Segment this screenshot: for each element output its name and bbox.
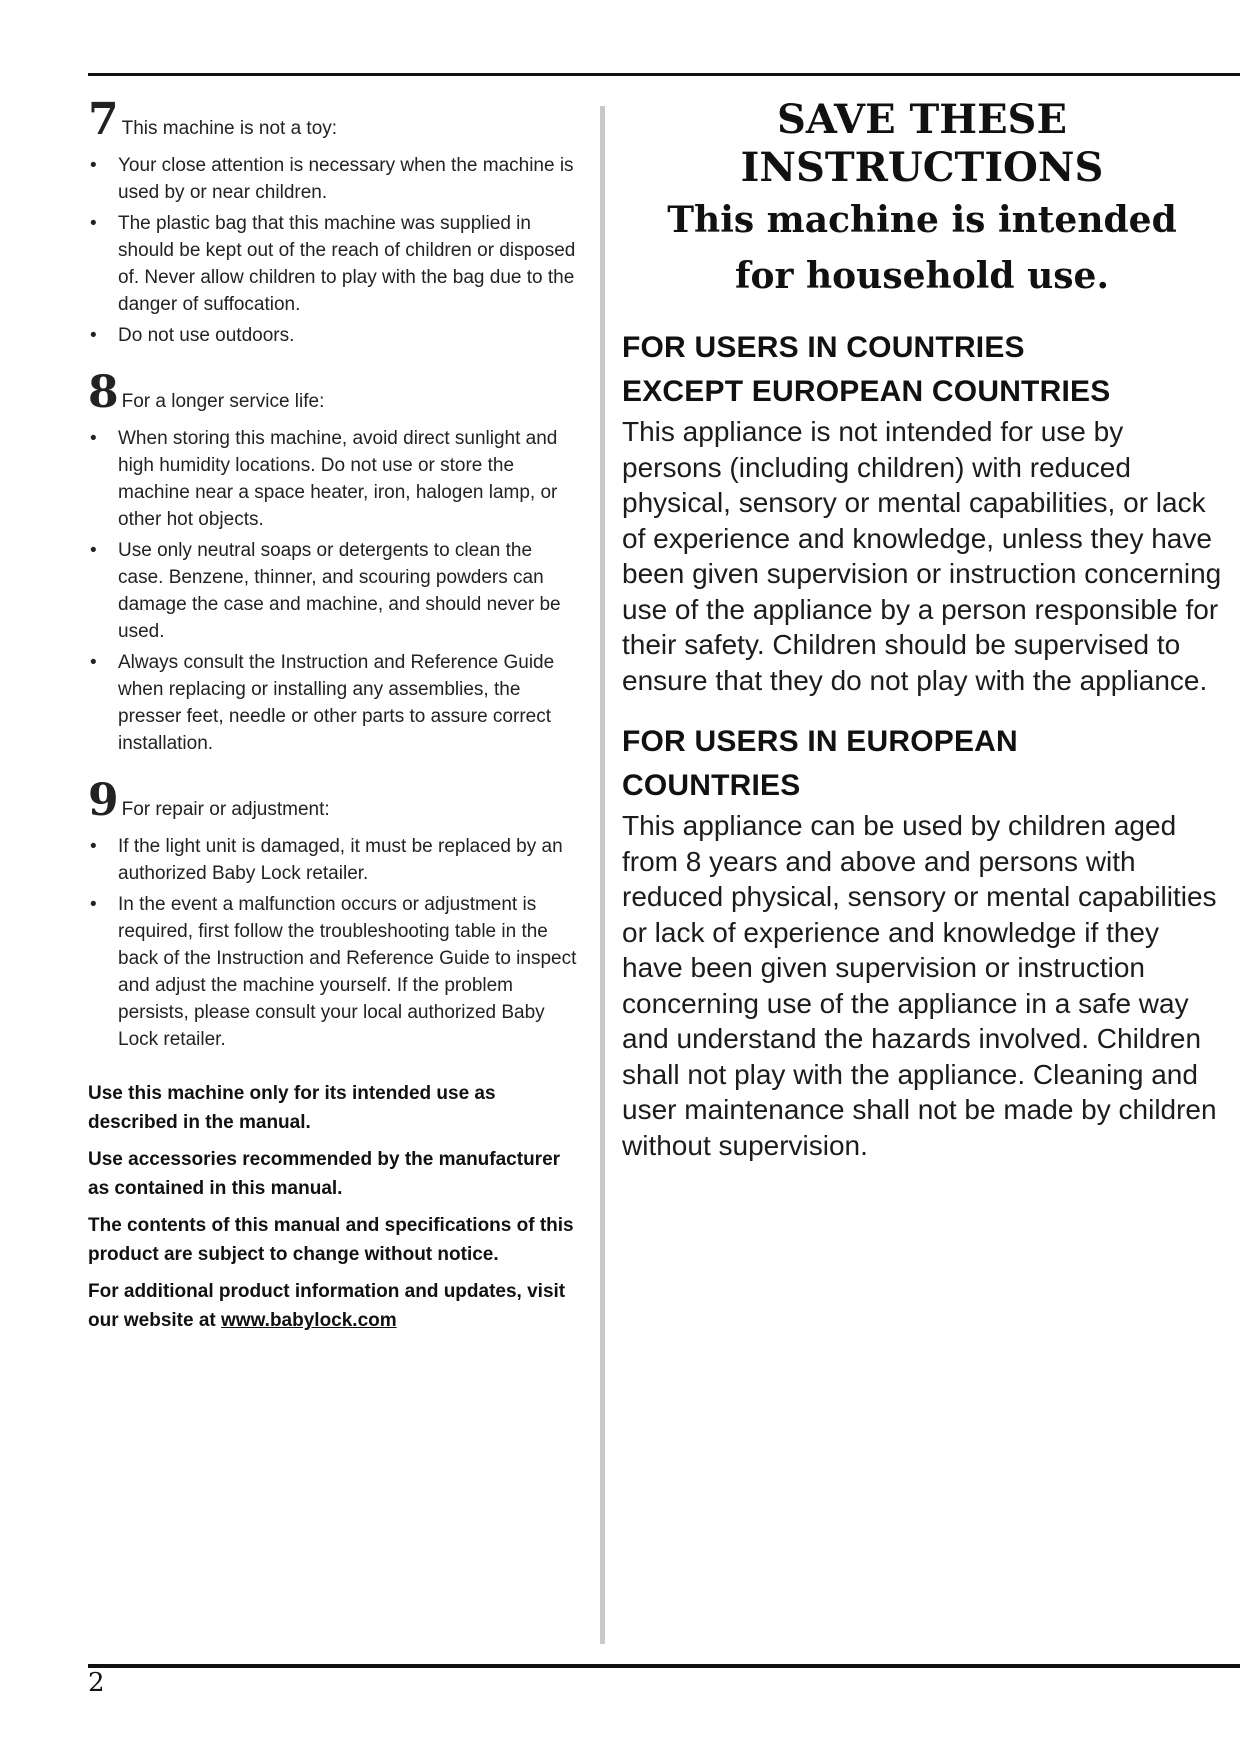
section-title: For a longer service life:	[121, 391, 325, 412]
list-item: • If the light unit is damaged, it must be replaced by an authorized Baby Lock retailer.	[88, 833, 582, 887]
save-instructions-title-line2: INSTRUCTIONS	[740, 144, 1104, 191]
section-7	[88, 94, 582, 349]
website-link[interactable]: www.babylock.com	[221, 1310, 397, 1331]
bullet-list	[88, 833, 582, 1053]
column-divider	[600, 106, 605, 1644]
save-instructions-title-line1: SAVE THESE	[777, 96, 1067, 143]
bullet-list	[88, 152, 582, 349]
section-heading	[88, 367, 582, 418]
section-8	[88, 367, 582, 757]
right-column	[622, 96, 1222, 1185]
household-use-line2: for household use.	[735, 255, 1109, 297]
section-heading	[88, 94, 582, 145]
section-title: For repair or adjustment:	[121, 799, 330, 820]
bullet-list	[88, 425, 582, 757]
section-number: 9	[88, 775, 119, 826]
list-item: • When storing this machine, avoid direct sunlight and high humidity locations. Do not use or store the machine near a space heater, iron, halogen lamp, or other hot objects.	[88, 425, 582, 533]
notes	[88, 1079, 582, 1335]
list-item: • The plastic bag that this machine was supplied in should be kept out of the reach of children or disposed of. Never allow children to play with the bag due to the danger of suffocation.	[88, 210, 582, 318]
section-9	[88, 775, 582, 1053]
list-item: • Use only neutral soaps or detergents to clean the case. Benzene, thinner, and scouring powders can damage the case and machine, and should never be used.	[88, 537, 582, 645]
eu-heading-line1: FOR USERS IN EUROPEAN	[622, 725, 1018, 758]
non-eu-body: This appliance is not intended for use by persons (including children) with reduced physical, sensory or mental capabilities, or lack of experience and knowledge, unless they have been given supervision or instruction concerning use of the appliance by a person responsible for their safety. Children should be supervised to ensure that they do not play with the appliance.	[622, 416, 1222, 696]
bottom-rule	[88, 1664, 1240, 1668]
intended-use-note: Use this machine only for its intended use as described in the manual.	[88, 1083, 496, 1133]
website-prefix: For additional product information and updates, visit our website at	[88, 1281, 566, 1331]
top-rule	[88, 73, 1240, 76]
section-number: 7	[88, 94, 119, 145]
eu-heading-line2: COUNTRIES	[622, 769, 801, 802]
household-use-line1: This machine is intended	[667, 199, 1177, 241]
section-number: 8	[88, 367, 119, 418]
list-item: • Your close attention is necessary when the machine is used by or near children.	[88, 152, 582, 206]
non-eu-heading-line1: FOR USERS IN COUNTRIES	[622, 331, 1025, 364]
change-notice-note: The contents of this manual and specifications of this product are subject to change without notice.	[88, 1215, 574, 1265]
website-note	[88, 1277, 582, 1335]
section-title: This machine is not a toy:	[121, 118, 338, 139]
accessories-note: Use accessories recommended by the manufacturer as contained in this manual.	[88, 1149, 561, 1199]
list-item: • Always consult the Instruction and Reference Guide when replacing or installing any assemblies, the presser feet, needle or other parts to assure correct installation.	[88, 649, 582, 757]
section-heading	[88, 775, 582, 826]
non-eu-heading-line2: EXCEPT EUROPEAN COUNTRIES	[622, 375, 1111, 408]
list-item: • Do not use outdoors.	[88, 322, 582, 349]
list-item: • In the event a malfunction occurs or adjustment is required, first follow the troubleshooting table in the back of the Instruction and Reference Guide to inspect and adjust the machine yourself. If the problem persists, please consult your local authorized Baby Lock retailer.	[88, 891, 582, 1053]
page-number: 2	[88, 1668, 105, 1698]
left-column	[88, 94, 582, 1343]
eu-body: This appliance can be used by children aged from 8 years and above and persons with reduced physical, sensory or mental capabilities or lack of experience and knowledge if they have been given supervision or instruction concerning use of the appliance in a safe way and understand the hazards involved. Children shall not play with the appliance. Cleaning and user maintenance shall not be made by children without supervision.	[622, 810, 1217, 1161]
